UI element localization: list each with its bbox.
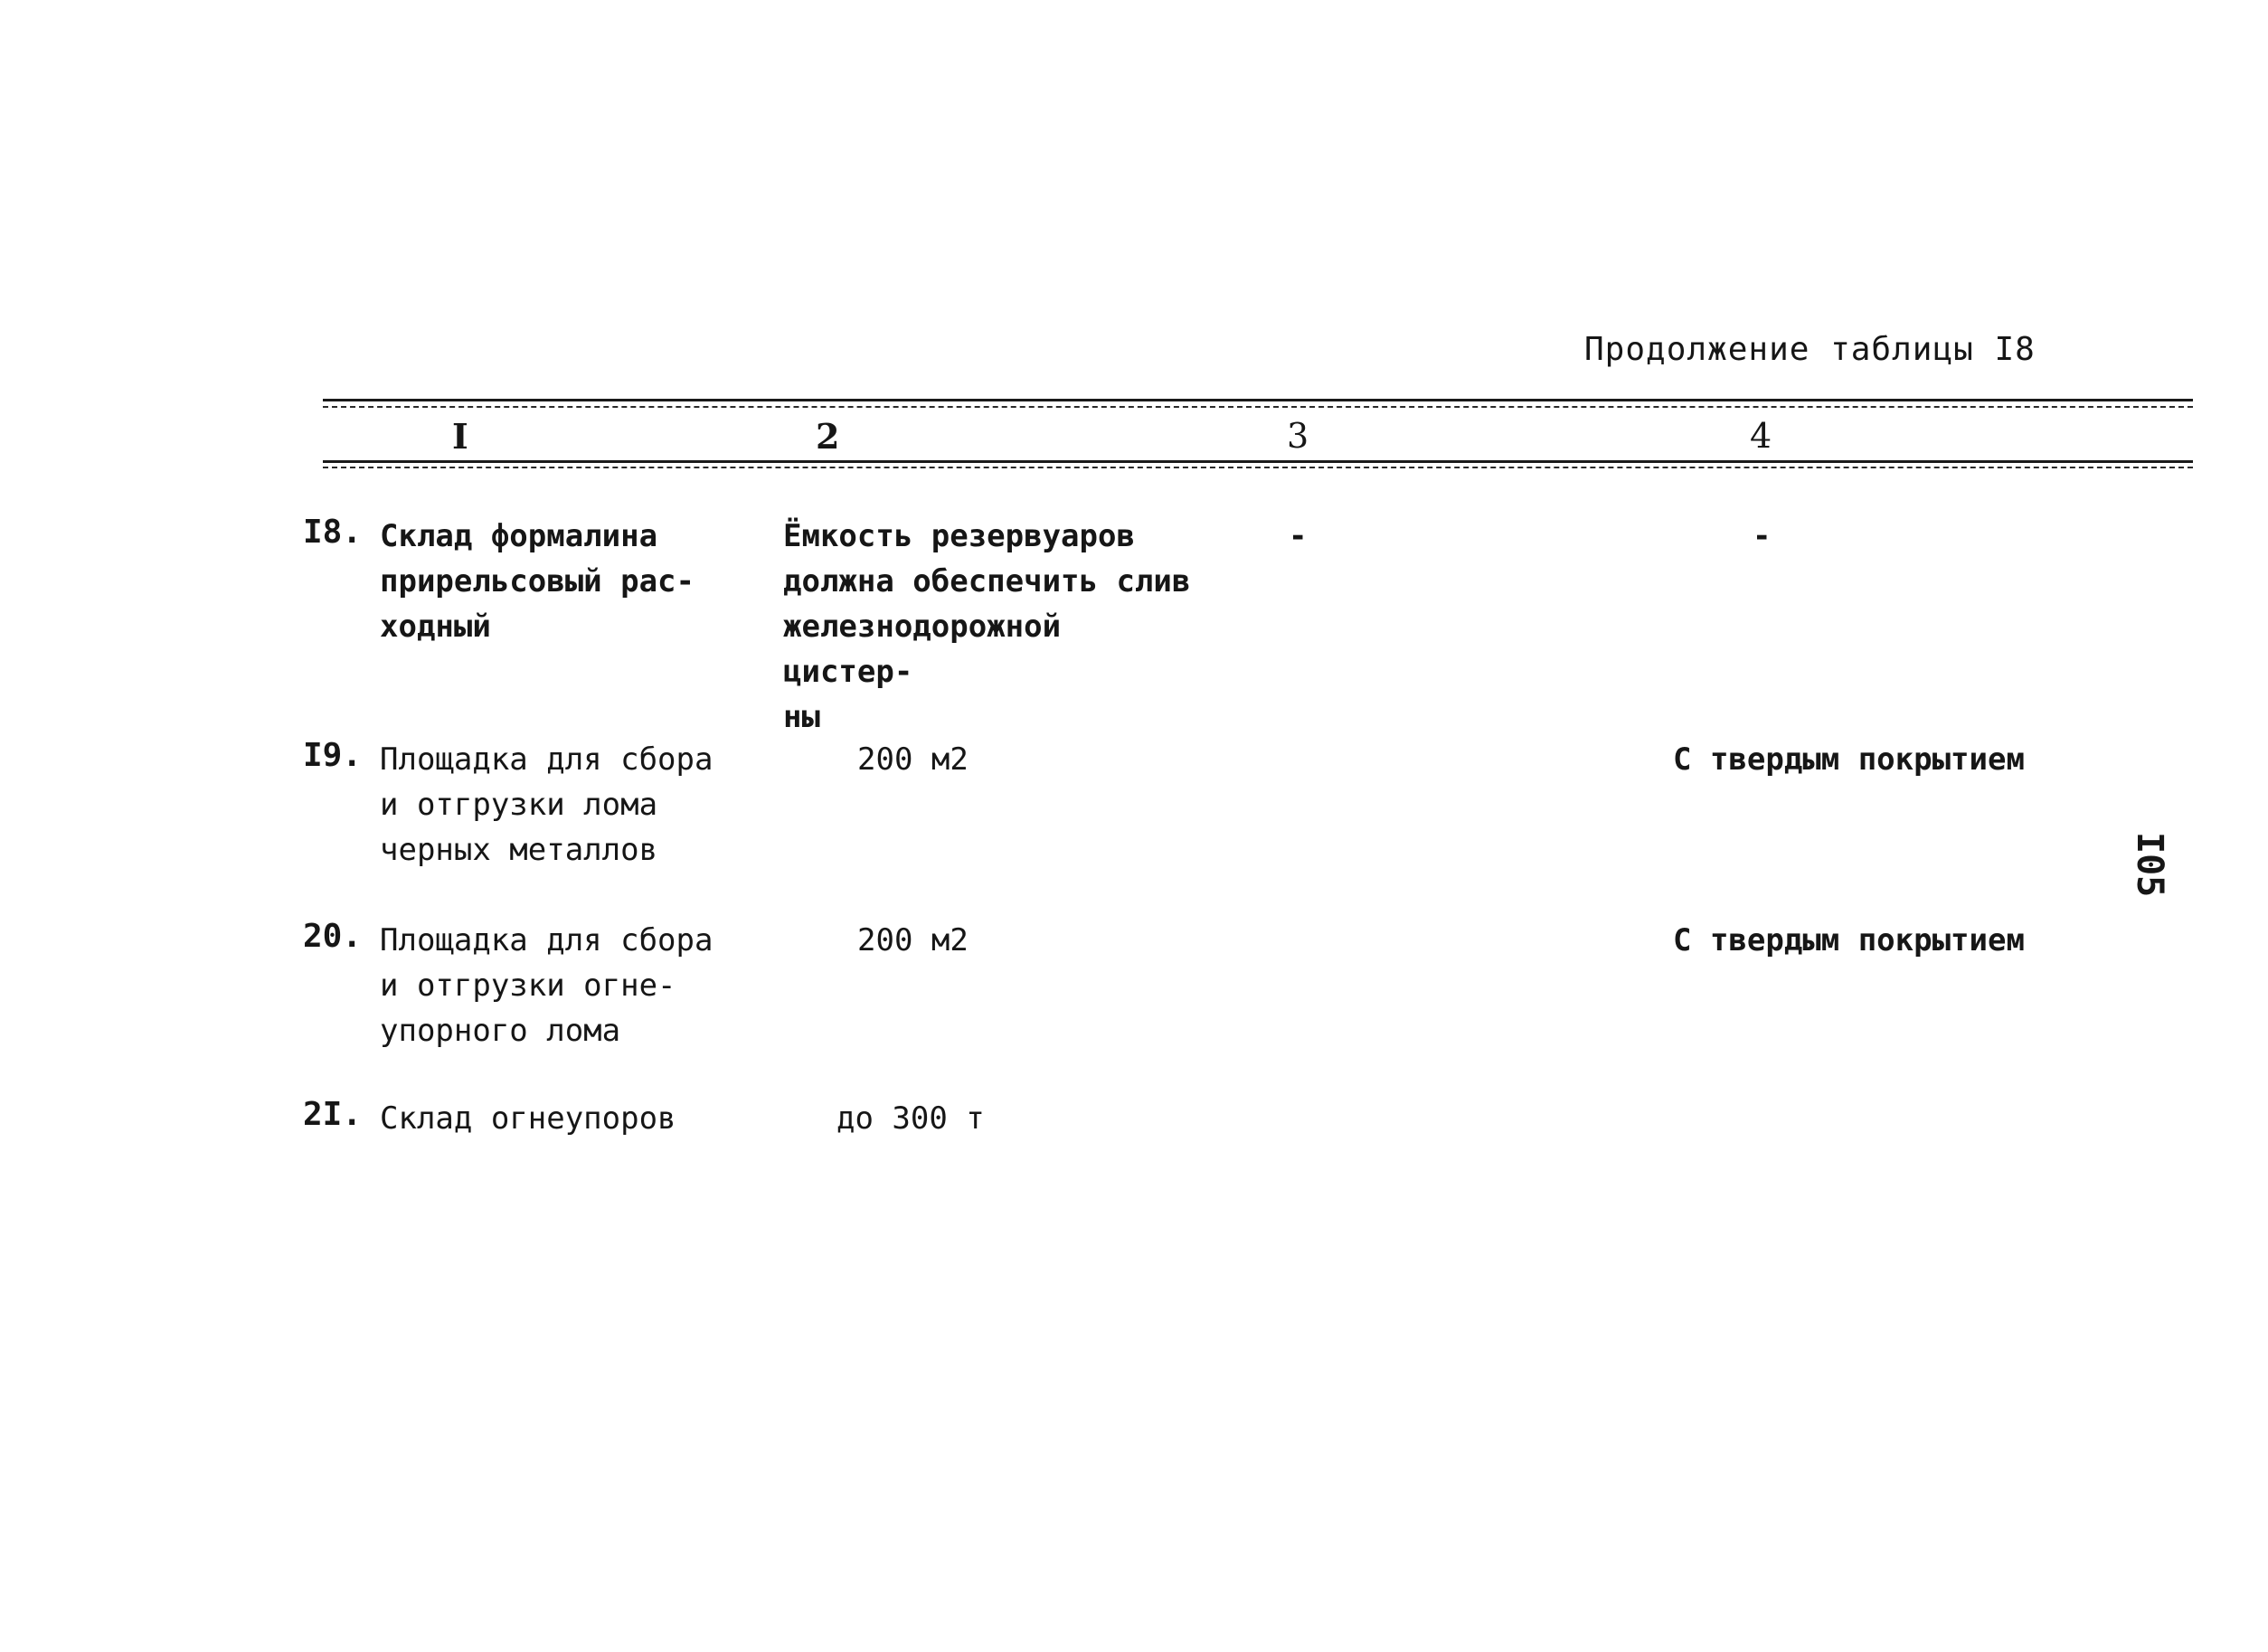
row-number: 20. (303, 918, 363, 955)
row-number: 2I. (303, 1096, 363, 1133)
row-name: Склад огнеупоров (380, 1100, 676, 1137)
row-spec: Ёмкость резервуаров должна обеспечить слив железнодорожной цистер- ны (783, 518, 1191, 735)
row-spec: 200 м2 (857, 922, 969, 958)
column-header-2: 2 (816, 416, 840, 457)
row-name: Площадка для сбора и отгрузки огне- упорного лома (380, 922, 713, 1049)
row-spec: 200 м2 (857, 741, 969, 778)
table-top-rule (323, 399, 2193, 401)
table-continuation-caption: Продолжение таблицы I8 (1584, 331, 2036, 368)
row-spec: до 300 т (836, 1100, 985, 1137)
column-header-4: 4 (1750, 416, 1772, 456)
row-col3: - (1289, 518, 1308, 554)
column-header-1: I (452, 416, 468, 457)
table-top-rule-secondary (323, 406, 2193, 408)
row-number: I9. (303, 737, 363, 774)
row-col4: С твердым покрытием (1673, 922, 2025, 958)
row-name: Площадка для сбора и отгрузки лома черных металлов (380, 741, 713, 868)
header-bottom-rule-secondary (323, 467, 2193, 468)
header-bottom-rule (323, 460, 2193, 463)
column-header-3: 3 (1287, 416, 1309, 456)
row-name: Склад формалина прирельсовый рас- ходный (380, 518, 695, 645)
row-col4: - (1753, 518, 1772, 554)
row-col4: С твердым покрытием (1673, 741, 2025, 778)
page-number: I05 (2129, 832, 2170, 898)
row-number: I8. (303, 514, 363, 551)
